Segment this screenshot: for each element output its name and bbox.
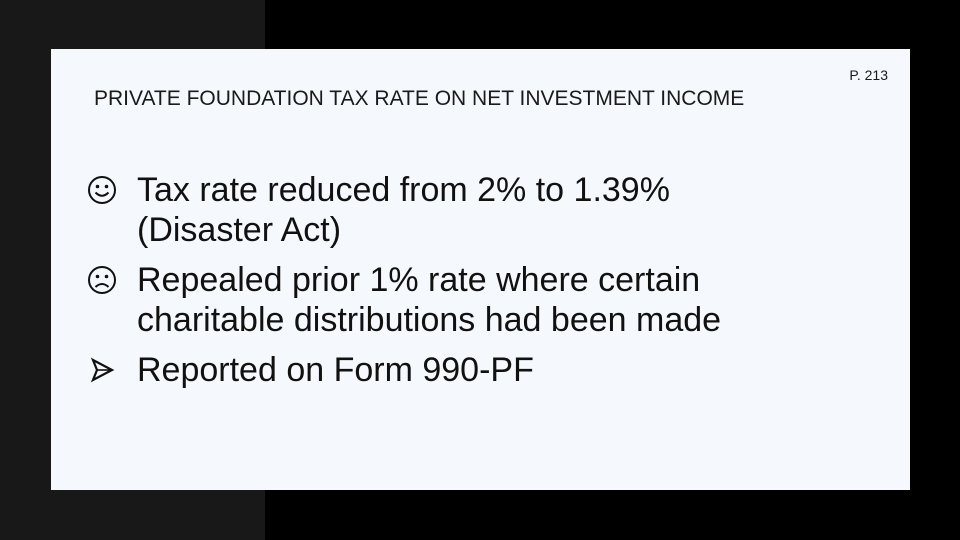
bullet-item	[87, 350, 887, 390]
smiley-face-icon	[87, 170, 137, 210]
page-reference: P. 213	[849, 67, 888, 83]
bullet-list	[87, 170, 887, 400]
bullet-item	[87, 260, 887, 340]
frowning-face-icon	[87, 260, 137, 300]
slide-panel	[51, 49, 910, 490]
arrow-bullet-icon	[87, 350, 137, 390]
bullet-text: Repealed prior 1% rate where certain charitable distributions had been made	[137, 261, 722, 339]
slide-title: PRIVATE FOUNDATION TAX RATE ON NET INVESTMENT INCOME	[94, 87, 745, 110]
bullet-text: Reported on Form 990-PF	[137, 351, 534, 389]
bullet-item	[87, 170, 887, 250]
bullet-text: Tax rate reduced from 2% to 1.39% (Disaster Act)	[137, 171, 670, 249]
